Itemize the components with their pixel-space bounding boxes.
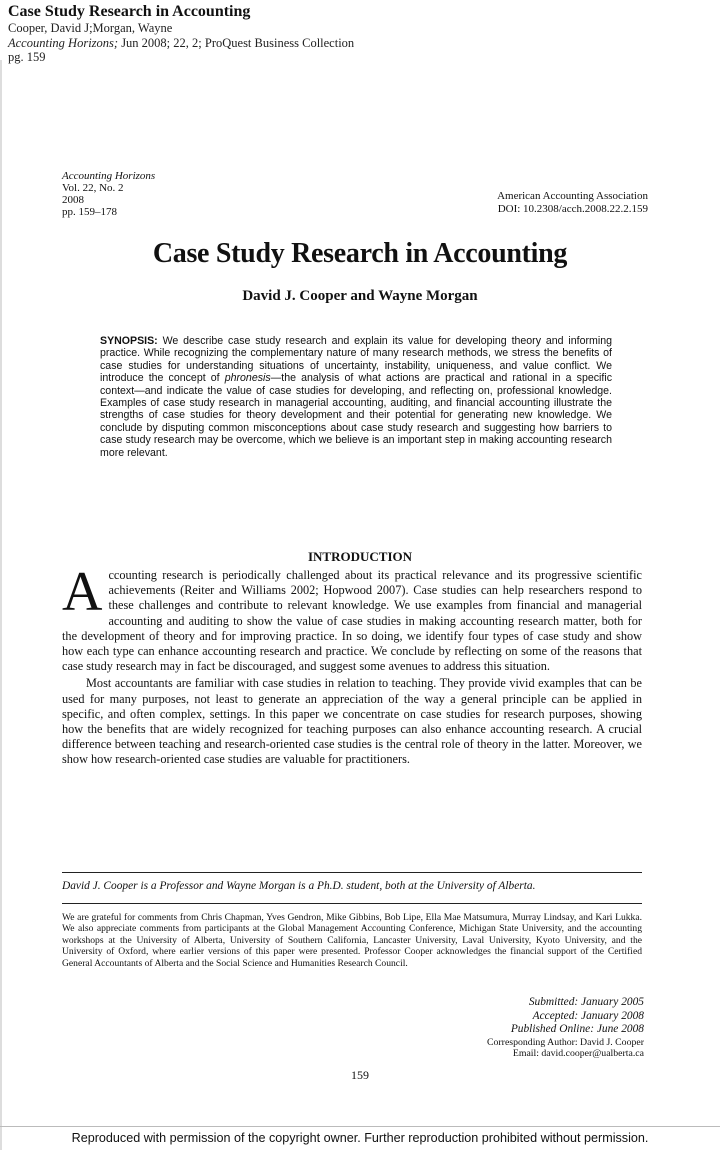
synopsis — [100, 335, 612, 459]
proquest-title: Case Study Research in Accounting — [8, 3, 251, 20]
article-authors: David J. Cooper and Wayne Morgan — [242, 288, 478, 304]
intro-paragraph-1-text: ccounting research is periodically challenged about its practical relevance and its progressive scientific achievements (Reiter and Williams 2002; Hopwood 2007). Case studies can help researchers respond to these challenges and contribute to relevant knowledge. We use examples from financial and managerial accounting and auditing to show the value of case studies in making accounting research matter, both for the development of theory and for improving practice. In so doing, we identify four types of case study and show how each type can enhance accounting research and practice. We conclude by reflecting on some of the reasons that case study research may in fact be discouraged, and suggest some avenues to address this situation. — [62, 568, 642, 674]
publisher-info — [497, 190, 648, 215]
synopsis-text-2: —the analysis of what actions are practical and rational in a specific context—and indicate the value of case studies for developing, and reflecting on, professional knowledge. Examples of case study research in managerial accounting, auditing, and financial accounting illustrate the strengths of case studies for theory development and their potential for generating new knowledge. We conclude by disputing common misconceptions about case study research and suggesting how barriers to case study research may be overcome, which we believe is an important step in making accounting research more relevant. — [100, 372, 612, 459]
footnote-rule-top — [62, 872, 642, 873]
journal-name: Accounting Horizons — [62, 170, 156, 182]
accepted-date: Accepted: January 2008 — [532, 1009, 644, 1022]
acknowledgments: We are grateful for comments from Chris Chapman, Yves Gendron, Mike Gibbins, Bob Lipe, Ella Mae Matsumura, Murray Lindsay, and Kari Lukka. We also appreciate comments from participants at the Global Management Accounting Conference, Michigan State University, and the accounting workshops at the University of Alberta, University of Southern California, Lancaster University, Laval University, Kyoto University, and the University of Oxford, where earlier versions of this paper were presented. Professor Cooper acknowledges the financial support of the Certified General Accountants of Alberta and the Social Science and Humanities Research Council. — [62, 912, 642, 969]
scan-edge — [0, 60, 2, 1150]
footnote-rule-bottom — [62, 903, 642, 904]
introduction-body — [62, 561, 642, 768]
journal-pages: pp. 159–178 — [62, 206, 117, 218]
published-date: Published Online: June 2008 — [510, 1023, 644, 1036]
proquest-authors: Cooper, David J;Morgan, Wayne — [8, 21, 173, 35]
submission-dates — [487, 996, 644, 1060]
proquest-citation — [8, 36, 708, 51]
synopsis-label: SYNOPSIS: — [100, 335, 158, 347]
copyright-notice: Reproduced with permission of the copyright owner. Further reproduction prohibited without permission. — [71, 1131, 649, 1145]
author-affiliation: David J. Cooper is a Professor and Wayne Morgan is a Ph.D. student, both at the University of Alberta. — [62, 880, 536, 892]
doi: DOI: 10.2308/acch.2008.22.2.159 — [497, 202, 648, 215]
association-name: American Accounting Association — [497, 190, 648, 202]
intro-paragraph-1 — [62, 561, 642, 674]
journal-year: 2008 — [62, 194, 84, 206]
page-number: 159 — [351, 1068, 369, 1082]
drop-cap: A — [62, 561, 103, 623]
proquest-citation-rest: Jun 2008; 22, 2; ProQuest Business Collection — [118, 35, 355, 50]
proquest-header — [8, 3, 708, 65]
submitted-date: Submitted: January 2005 — [528, 996, 644, 1008]
corresponding-author: Corresponding Author: David J. Cooper — [486, 1036, 644, 1048]
introduction-heading: INTRODUCTION — [307, 549, 412, 564]
author-email: Email: david.cooper@ualberta.ca — [512, 1048, 644, 1060]
proquest-journal: Accounting Horizons; — [8, 35, 119, 50]
copyright-divider — [0, 1126, 720, 1127]
proquest-page: pg. 159 — [8, 50, 46, 64]
journal-volume: Vol. 22, No. 2 — [62, 182, 124, 194]
synopsis-text-1: We describe case study research and explain its value for developing theory and informing practice. While recognizing the complementary nature of many research methods, we stress the benefits of case studies for understanding situations of uncertainty, instability, uniqueness, and value conflict. We introduce the concept of — [100, 335, 612, 385]
intro-paragraph-2: Most accountants are familiar with case studies in relation to teaching. They provide vivid examples that can be used for many purposes, not least to generate an appreciation of the way a general principle can be applied in specific, and often complex, settings. In this paper we concentrate on case studies for research purposes, showing how the benefits that are widely recognized for teaching purposes can also enhance accounting research. A crucial difference between teaching and research-oriented case studies is the central role of theory in the latter. Moreover, we show how research-oriented case studies are valuable for practitioners. — [62, 676, 642, 767]
journal-info — [62, 170, 155, 218]
article-title: Case Study Research in Accounting — [152, 238, 568, 269]
synopsis-term: phronesis — [224, 372, 271, 385]
